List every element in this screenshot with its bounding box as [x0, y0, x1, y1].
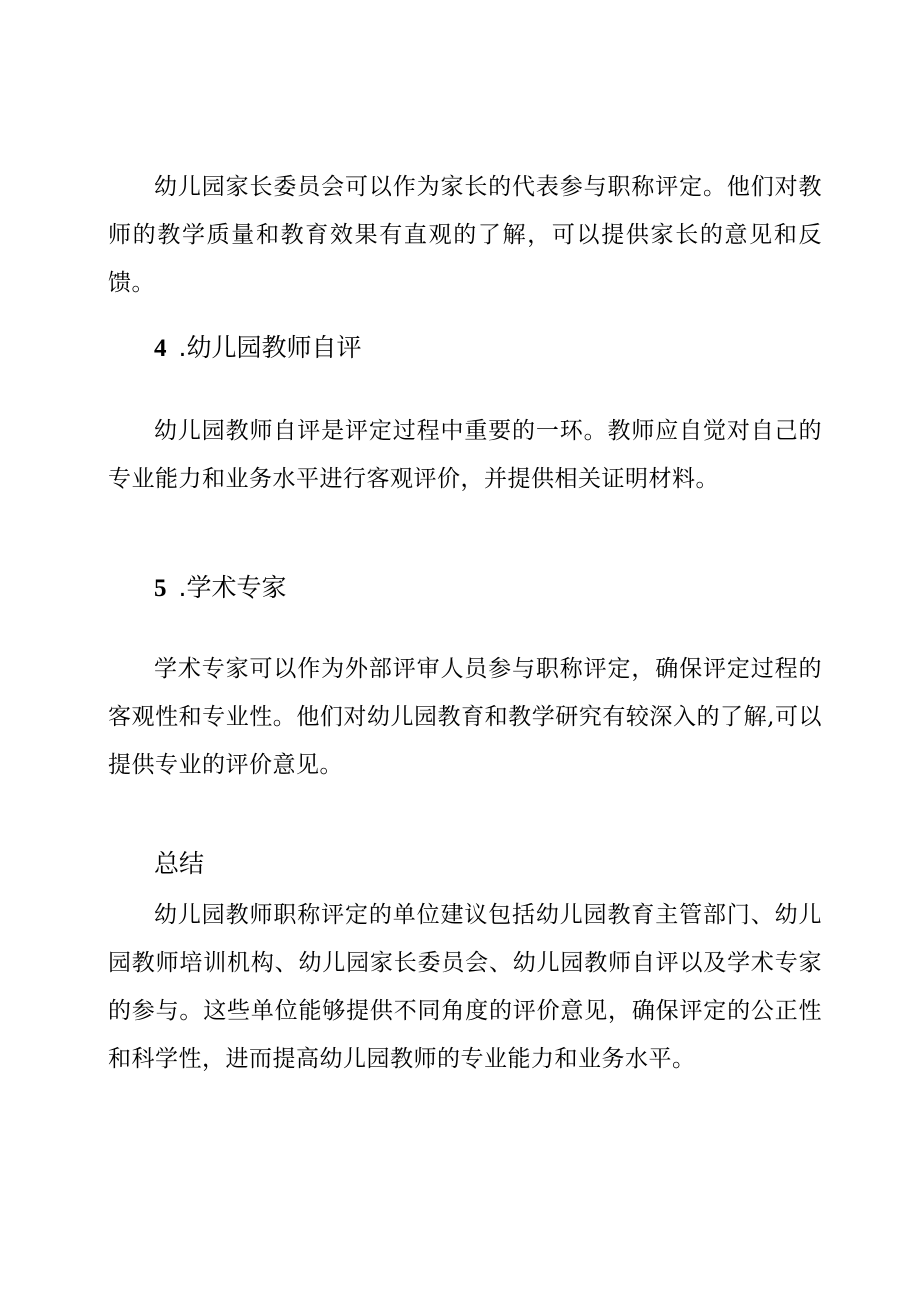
summary-heading: 总结: [154, 849, 205, 878]
academic-experts-paragraph: 学术专家可以作为外部评审人员参与职称评定，确保评定过程的客观性和专业性。他们对幼儿园教育和教学研究有较深入的了解,可以提供专业的评价意见。: [108, 656, 822, 778]
section-5-heading: [154, 568, 286, 609]
section-4-heading: [154, 328, 361, 369]
section-5-number: 5: [154, 575, 167, 602]
section-4-number: 4: [154, 335, 167, 362]
self-evaluation-paragraph: 幼儿园教师自评是评定过程中重要的一环。教师应自觉对自己的专业能力和业务水平进行客观评价，并提供相关证明材料。: [108, 418, 822, 492]
parent-committee-paragraph: 幼儿园家长委员会可以作为家长的代表参与职称评定。他们对教师的教学质量和教育效果有直观的了解，可以提供家长的意见和反馈。: [108, 174, 822, 296]
summary-paragraph: 幼儿园教师职称评定的单位建议包括幼儿园教育主管部门、幼儿园教师培训机构、幼儿园家长委员会、幼儿园教师自评以及学术专家的参与。这些单位能够提供不同角度的评价意见，确保评定的公正性和科学性，进而提高幼儿园教师的专业能力和业务水平。: [108, 902, 822, 1072]
section-5-title: .学术专家: [178, 573, 287, 602]
section-4-title: .幼儿园教师自评: [178, 333, 362, 362]
